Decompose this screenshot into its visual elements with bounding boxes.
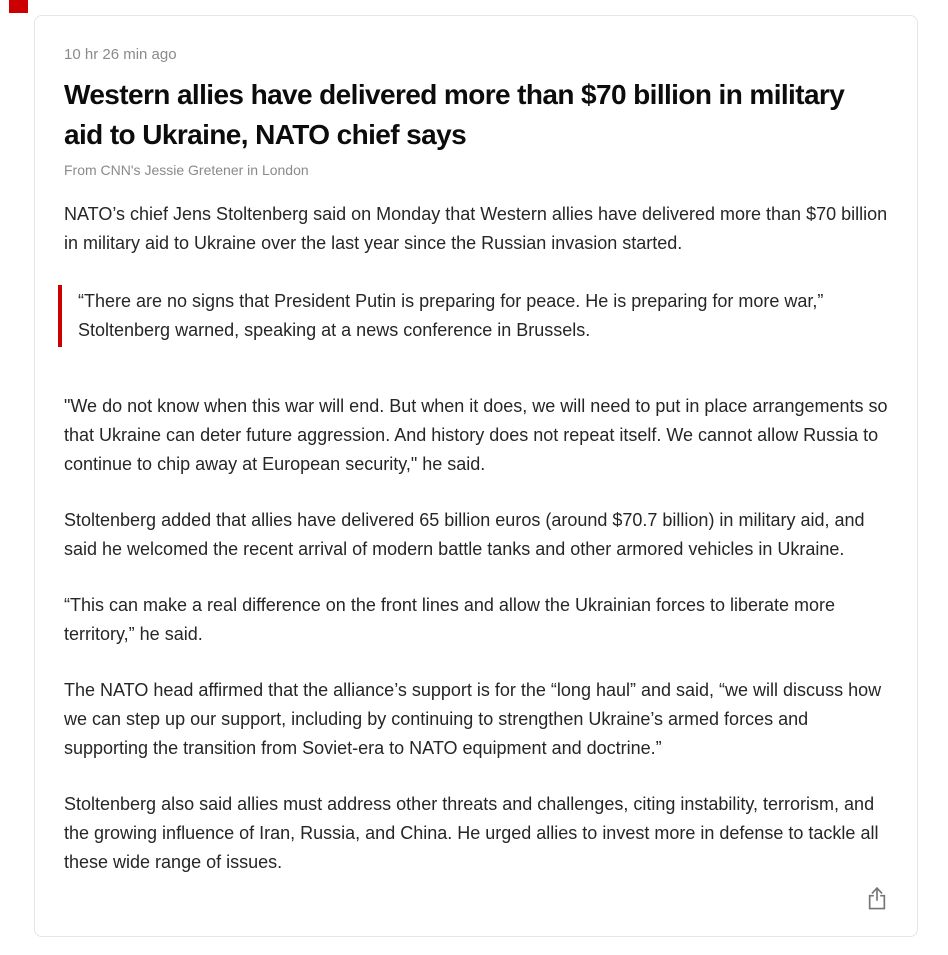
paragraph: The NATO head affirmed that the alliance’s support is for the “long haul” and said, “we will discuss how we can step up our support, including by continuing to strengthen Ukraine’s armed forces and supporting the transition from Soviet-era to NATO equipment and doctrine.” xyxy=(64,680,882,758)
headline: Western allies have delivered more than $70 billion in military aid to Ukraine, NATO chief says xyxy=(64,79,845,150)
article-card xyxy=(34,15,918,937)
pull-quote xyxy=(58,285,889,347)
paragraph-lead: NATO’s chief Jens Stoltenberg said on Monday that Western allies have delivered more than $70 billion in military aid to Ukraine over the last year since the Russian invasion started. xyxy=(64,204,888,253)
share-upload-icon xyxy=(866,885,888,911)
paragraph: Stoltenberg also said allies must address other threats and challenges, citing instability, terrorism, and the growing influence of Iran, Russia, and China. He urged allies to invest more in defense to tackle all these wide range of issues. xyxy=(64,794,879,872)
cutoff-red-marker xyxy=(9,0,28,13)
share-button[interactable] xyxy=(861,882,893,914)
pull-quote-text: “There are no signs that President Putin is preparing for peace. He is preparing for more war,” Stoltenberg warned, speaking at a news conference in Brussels. xyxy=(78,291,824,340)
paragraph: "We do not know when this war will end. But when it does, we will need to put in place arrangements so that Ukraine can deter future aggression. And history does not repeat itself. We cannot allow Russia to continue to chip away at European security," he said. xyxy=(64,396,888,474)
byline: From CNN's Jessie Gretener in London xyxy=(64,162,309,178)
paragraph: “This can make a real difference on the front lines and allow the Ukrainian forces to liberate more territory,” he said. xyxy=(64,595,836,644)
post-timestamp: 10 hr 26 min ago xyxy=(64,46,177,63)
paragraph: Stoltenberg added that allies have delivered 65 billion euros (around $70.7 billion) in military aid, and said he welcomed the recent arrival of modern battle tanks and other armored vehicles in Ukraine. xyxy=(64,510,865,559)
article-body xyxy=(64,200,889,877)
